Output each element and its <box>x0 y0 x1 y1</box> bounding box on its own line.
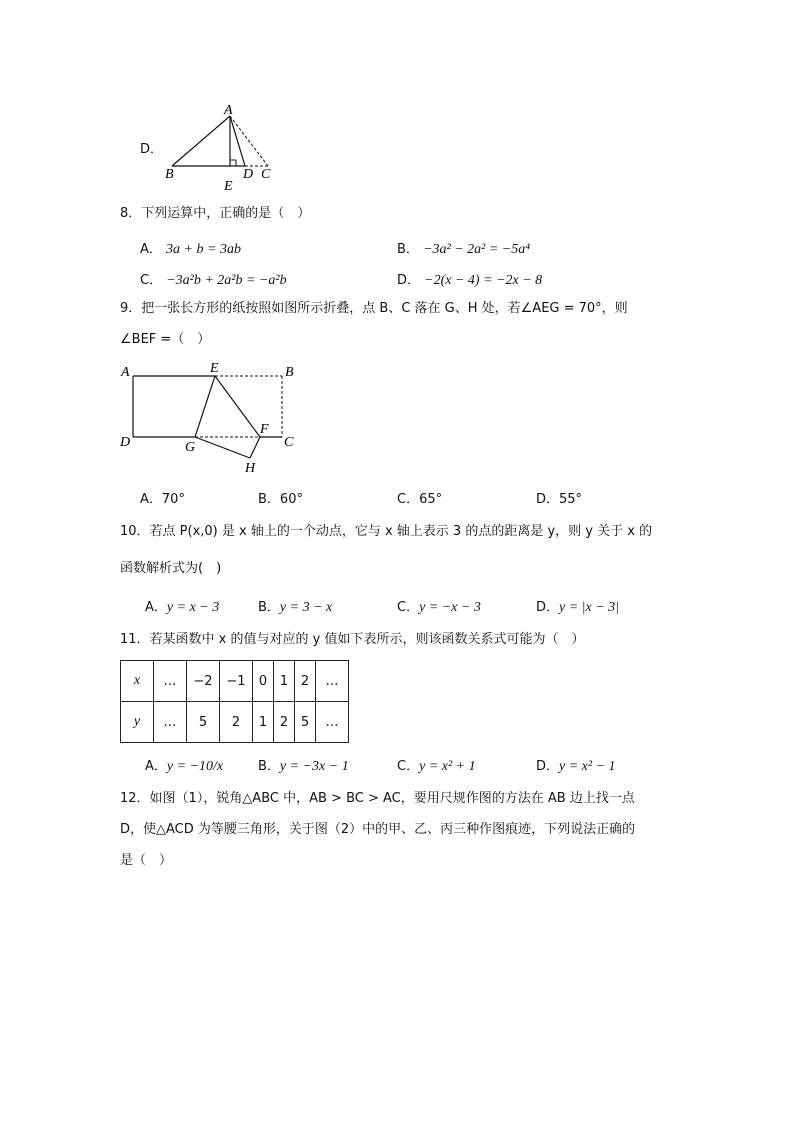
q7-label-a: A <box>224 103 233 118</box>
q7-label-e: E <box>224 179 233 194</box>
q8-option-a-label: A． <box>140 242 162 257</box>
q7-option-d-label[interactable]: D． <box>140 142 164 157</box>
q11-cell: … <box>154 702 187 743</box>
q9-option-c-value: 65° <box>419 492 443 507</box>
q11-option-a[interactable] <box>145 755 223 775</box>
q11-option-d[interactable] <box>536 755 616 775</box>
q11-cell: y <box>121 702 154 743</box>
q9-label-h: H <box>245 461 256 476</box>
q8-option-b-expr: −3a² − 2a² = −5a⁴ <box>423 242 531 257</box>
q11-option-c[interactable] <box>397 755 476 775</box>
q10-option-d-label: D． <box>536 600 560 615</box>
q11-cell: 2 <box>274 702 295 743</box>
q7-figure <box>150 98 290 198</box>
q9-option-c-label: C． <box>397 492 420 507</box>
q9-option-a-label: A． <box>140 492 162 507</box>
q10-stem-line2: 函数解析式为( ) <box>120 561 222 576</box>
q11-option-b[interactable] <box>258 755 349 775</box>
q12-stem-line3: 是（ ） <box>120 853 173 868</box>
q7-label-d: D <box>243 167 254 182</box>
q8-option-d-label: D． <box>397 273 421 288</box>
q8-option-a-expr: 3a + b = 3ab <box>166 242 241 257</box>
q11-cell: … <box>316 661 349 702</box>
q9-figure <box>115 360 305 480</box>
q9-option-d-label: D． <box>536 492 560 507</box>
q9-label-a: A <box>121 365 130 380</box>
q10-option-a-expr: y = x − 3 <box>166 600 220 615</box>
q10-option-b-expr: y = 3 − x <box>279 600 333 615</box>
q8-option-d-expr: −2(x − 4) = −2x − 8 <box>424 273 543 288</box>
q11-stem: 11．若某函数中 x 的值与对应的 y 值如下表所示，则该函数关系式可能为（ ） <box>120 632 585 647</box>
q8-option-c-expr: −3a²b + 2a²b = −a²b <box>166 273 287 288</box>
q11-option-c-label: C． <box>397 759 420 774</box>
q11-option-d-label: D． <box>536 759 560 774</box>
q11-cell: 0 <box>253 661 274 702</box>
q12-stem-line1: 12．如图（1），锐角△ABC 中，AB > BC > AC，要用尺规作图的方法在 AB 边上找一点 <box>120 791 635 806</box>
q11-cell: −2 <box>187 661 220 702</box>
q9-label-b: B <box>285 365 294 380</box>
q9-option-a-value: 70° <box>161 492 185 507</box>
q10-option-a[interactable] <box>145 596 219 616</box>
q11-cell: 1 <box>253 702 274 743</box>
q12-stem-line2: D，使△ACD 为等腰三角形，关于图（2）中的甲、乙、丙三种作图痕迹，下列说法正确的 <box>120 822 636 837</box>
q11-table-row-x <box>121 661 349 702</box>
q10-option-c-label: C． <box>397 600 420 615</box>
q11-table-row-y <box>121 702 349 743</box>
q10-option-d[interactable] <box>536 596 619 616</box>
q11-option-b-expr: y = −3x − 1 <box>279 759 349 774</box>
q11-option-d-expr: y = x² − 1 <box>559 759 616 774</box>
q8-option-d[interactable] <box>397 269 542 289</box>
q10-option-b[interactable] <box>258 596 332 616</box>
q10-option-d-expr: y = |x − 3| <box>559 600 620 615</box>
q8-stem: 8．下列运算中，正确的是（ ） <box>120 206 311 221</box>
q9-label-g: G <box>185 440 196 455</box>
q10-option-c-expr: y = −x − 3 <box>419 600 481 615</box>
q9-option-b[interactable] <box>258 488 303 507</box>
q8-option-b[interactable] <box>397 238 530 258</box>
q8-option-b-label: B． <box>397 242 419 257</box>
q8-option-c-label: C． <box>140 273 163 288</box>
q9-option-b-label: B． <box>258 492 280 507</box>
q9-label-f: F <box>260 422 269 437</box>
q8-option-a[interactable] <box>140 238 241 258</box>
q11-option-a-label: A． <box>145 759 167 774</box>
q9-label-c: C <box>284 435 294 450</box>
q11-cell: −1 <box>220 661 253 702</box>
q11-option-b-label: B． <box>258 759 280 774</box>
q11-cell: 1 <box>274 661 295 702</box>
q11-option-c-expr: y = x² + 1 <box>419 759 476 774</box>
q11-cell: 2 <box>220 702 253 743</box>
q7-label-c: C <box>261 167 271 182</box>
q9-option-a[interactable] <box>140 488 185 507</box>
q11-option-a-expr: y = −10/x <box>166 759 224 774</box>
q8-option-c[interactable] <box>140 269 287 289</box>
q11-cell: … <box>316 702 349 743</box>
q11-value-table <box>120 660 349 743</box>
q10-option-b-label: B． <box>258 600 280 615</box>
q9-option-b-value: 60° <box>279 492 303 507</box>
q9-stem-line1: 9．把一张长方形的纸按照如图所示折叠，点 B、C 落在 G、H 处，若∠AEG = 70°，则 <box>120 301 628 316</box>
q9-label-d: D <box>120 435 131 450</box>
q9-option-d-value: 55° <box>559 492 583 507</box>
q11-cell: … <box>154 661 187 702</box>
q10-option-a-label: A． <box>145 600 167 615</box>
q9-option-d[interactable] <box>536 488 582 507</box>
q11-cell: x <box>121 661 154 702</box>
q7-label-b: B <box>165 167 174 182</box>
q9-option-c[interactable] <box>397 488 442 507</box>
q11-cell: 5 <box>187 702 220 743</box>
q9-stem-line2: ∠BEF =（ ） <box>120 332 211 347</box>
q11-cell: 5 <box>295 702 316 743</box>
q10-option-c[interactable] <box>397 596 481 616</box>
q10-stem-line1: 10．若点 P(x,0) 是 x 轴上的一个动点，它与 x 轴上表示 3 的点的距离是 y，则 y 关于 x 的 <box>120 524 653 539</box>
q11-cell: 2 <box>295 661 316 702</box>
q9-label-e: E <box>210 361 219 376</box>
